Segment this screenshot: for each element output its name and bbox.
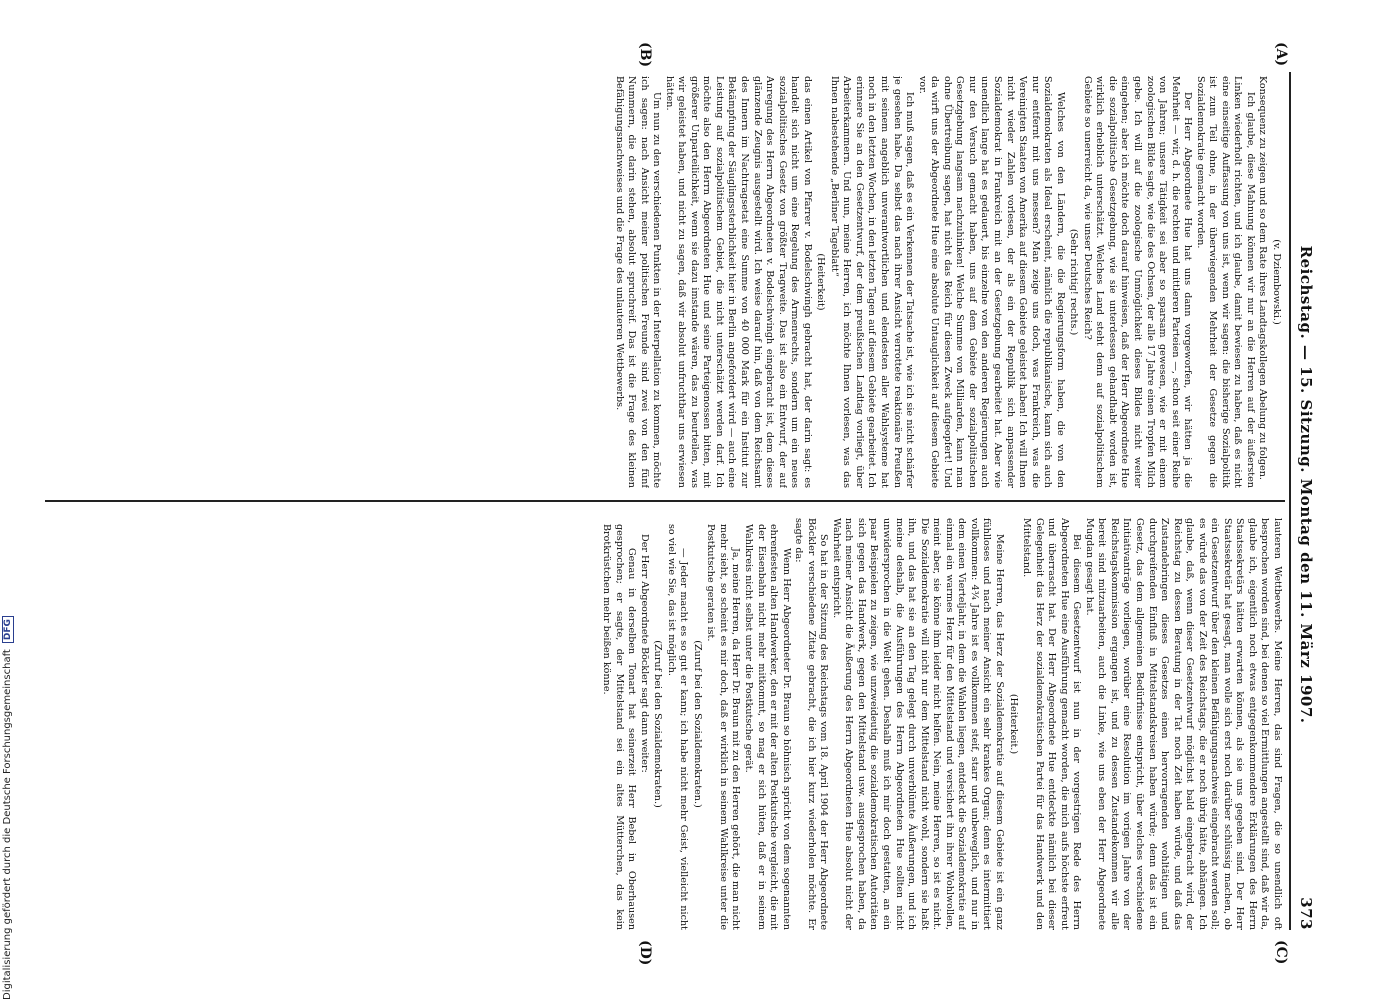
margin-marker-b: (B)	[637, 42, 653, 68]
text-paragraph: Meine Herren, das Herz der Sozialdemokratie auf diesem Gebiete ist ein ganz fühlloses und nach meiner Ansicht ein sehr krankes Organ; denn es intermittiert vollkommen: 4¾ Jahre ist es vollkommen steif, starr und unbeweglich, und nur in dem einen Vierteljahr, in dem die Wahlen liegen, entdeckt die Sozialdemokratie auf einmal ein warmes Herz für den Mittelstand und versichert ihn ihrer Wohlwollen, meint aber, sie könne ihm leider nicht helfen. Nein, meine Herren, so ist es nicht. Die Sozialdemokratie will nicht nur dem Mittelstand nicht wohl, sondern sie haßt ihn, und das hat sie an den Tag gelegt durch unverblümte Äußerungen, und ich meine deshalb, die Ausführungen des Herrn Abgeordneten Hue sollten nicht unwidersprochen in die Welt gehen. Deshalb muß ich mir doch gestatten, an ein paar Beispielen zu zeigen, wie unzweideutig die sozialdemokratischen Autoritäten sich gegen das Handwerk, gegen den Mittelstand usw. ausgesprochen haben, da nach meiner Ansicht die Äußerung des Herrn Abgeordneten Hue absolut nicht der Wahrheit entspricht.	[830, 518, 1005, 930]
dfg-logo: DFG	[2, 616, 14, 643]
interjection: (Zuruf bei den Sozialdemokraten.)	[691, 640, 703, 808]
margin-marker-d: (D)	[637, 940, 653, 966]
digitization-credit-text: Digitalisierung gefördert durch die Deutsche Forschungsgemeinschaft	[2, 649, 13, 1000]
quotation-paragraph: Genau in derselben Tonart hat seinerzeit Herr Bebel in Oberhausen gesprochen; er sagte, der Mittelstand sei ein altes Mütterchen, das kein Brotkrüstchen mehr beißen könne.	[601, 524, 638, 930]
interjection: (v. Dziembowski.)	[1271, 239, 1282, 325]
quotation-paragraph: Wenn Herr Abgeordneter Dr. Braun so höhnisch spricht von dem sogenannten ehrenfesten alten Handwerker, den er mit der alten Postkutsche vergleicht, die mit der Eisenbahn nicht mehr mitkommt, so mag er sich hüten, daß er in seinem Wahlkreis nicht selbst unter die Postkutsche gerät.	[743, 524, 792, 930]
text-paragraph: Ich muß sagen, daß es ein Verkennen der Tatsache ist, wie ich sie nicht schärfer je gesehen habe. Da selbst das nach ihrer Ansicht verrottete reaktionäre Preußen mit seinem angeblich unverantwortlichen und elendesten aller Wahlsysteme hat noch in den letzten Wochen, in den letzten Tagen auf diesem Gebiete gearbeitet. Ich erinnere Sie an den Gesetzentwurf, der dem preußischen Landtag vorliegt, über Arbeiterkammern. Und nun, meine Herren, ich möchte Ihnen vorlesen, was das Ihnen nahestehende „Berliner Tageblatt“	[828, 76, 916, 488]
scanned-page-viewport	[35, 36, 1325, 966]
text-paragraph: Um nun zu den verschiedenen Punkten in der Interpellation zu kommen, möchte ich sagen: nach Ansicht meiner politischen Freunde sind zwei von den fünf Nummern, die darin stehen, absolut spruchreif. Das ist die Frage des kleinen Befähigungsnachweises und die Frage des unlauteren Wettbewerbs.	[613, 76, 663, 488]
text-paragraph: lauteren Wettbewerbs. Meine Herren, das sind Fragen, die so unendlich oft besprochen worden sind, bei denen so viel Ermittlungen angestellt sind, daß wir da, glaube ich, eigentlich noch etwas entgegenkommendere Erklärungen des Herrn Staatssekretärs hätten erwarten können, als sie uns gegeben sind. Der Herr Staatssekretär hat gesagt, man wolle sich erst noch darüber schlüssig machen, ob ein Gesetzentwurf über den kleinen Befähigungsnachweis eingebracht werden soll; es würde das von der Zeit des Reichstags, die er noch übrig hätte, abhängen. Ich glaube, daß, wenn dieser Gesetzentwurf möglichst bald eingebracht wird, der Reichstag zu dessen Beratung in der Tat noch Zeit haben würde, und daß das Zustandebringen dieses Gesetzes einen hervorragenden wohltätigen und durchgreifenden Einfluß in Mittelstandskreisen haben würde; denn das ist ein Gesetz, das dem allgemeinen Bedürfnisse entspricht, über welches verschiedene Initiativanträge vorliegen, worüber eine Resolution im vorigen Jahre von der Reichstagskommission ergangen ist, und zu dessen Zustandekommen wir alle bereit sind mitzuarbeiten, auch die Linke, wie uns eben der Herr Abgeordnete Mugdan gesagt hat.	[1083, 518, 1283, 930]
quotation-paragraph: Ja, meine Herren, da Herr Dr. Braun mit zu den Herren gehört, die man nicht mehr sieht, so scheint es mir doch, daß er wirklich in seinem Wahlkreise unter die Postkutsche geraten ist.	[705, 524, 742, 930]
margin-marker-c: (C)	[1273, 940, 1289, 965]
interjection: (Heiterkeit)	[815, 253, 827, 311]
digitization-credit	[2, 0, 16, 1000]
margin-marker-a: (A)	[1273, 42, 1289, 67]
text-paragraph: Der Herr Abgeordnete Hue hat uns dann vorgeworfen, wir hätten ja die Mehrheit — wir, d. h. die rechten und mittleren Parteien —, schon seit einer Reihe von Jahren; unsere Tätigkeit sei aber so sparsam gewesen, wie er mit einem zoologischen Bilde sagte, wie die des Ochsen, der alle 17 Jahre einen Tropfen Milch gebe. Ich will auf die zoologische Unmöglichkeit dieses Bildes nicht weiter eingehen; aber ich möchte doch darauf hinweisen, daß der Herr Abgeordnete Hue die sozialpolitische Gesetzgebung, wie sie unterdessen gehandhabt worden ist, wirklich erheblich unterschätzt. Welches Land steht denn auf sozialpolitischem Gebiete so unerreicht da, wie unser Deutsches Reich?	[1081, 76, 1194, 488]
text-paragraph: das einen Artikel von Pfarrer v. Bodelschwingh gebracht hat, der darin sagt: es handelt sich nicht um eine Regelung des Armenrechts, sondern um ein neues sozialpolitisches Gesetz von größter Tragweite. Das ist also ein Entwurf, der auf Anregung des Herrn Abgeordneten v. Bodelschwingh eingebracht ist, dem dieses glänzende Zeugnis ausgestellt wird. Ich weise darauf hin, daß von dem Reichsamt des Innern im Nachtragsetat eine Summe von 40 000 Mark für ein Institut zur Bekämpfung der Säuglingssterblichkeit hier in Berlin angefordert wird — auch eine Leistung auf sozialpolitischem Gebiet, die nicht unterschätzt werden darf. Ich möchte also den Herrn Abgeordneten Hue und seine Parteigenossen bitten, mit größerer Unparteilichkeit, wenn sie dazu imstande wären, das zu beurteilen, was wir geleistet haben, und nicht zu sagen, daß wir absolut unfruchtbar uns erwiesen hätten.	[663, 76, 813, 488]
right-text-column	[47, 518, 1283, 930]
column-divider	[45, 500, 1285, 502]
interjection: (Sehr richtig! rechts.)	[1068, 228, 1080, 336]
text-paragraph: Ich glaube, diese Mahnung können wir nur an die Herren auf der äußersten Linken wiederholt richten, und ich glaube, damit bewiesen zu haben, daß es nicht eine einseitige Auffassung von uns ist, wenn wir sagen: die bisherige Sozialpolitik ist zum Teil ohne, in der überwiegenden Mehrheit der Gesetze gegen die Sozialdemokratie gemacht worden.	[1194, 76, 1256, 488]
header-title: Reichstag. — 15. Sitzung. Montag den 11. März 1907.	[1297, 245, 1315, 724]
reichstag-protocol-page	[35, 36, 1325, 966]
left-text-column	[47, 76, 1283, 488]
quotation-paragraph: — Jeder macht es so gut er kann; ich habe nicht mehr Geist, vielleicht nicht so viel wie Sie, das ist möglich.	[665, 524, 690, 930]
interjection: (Zuruf bei den Sozialdemokraten.)	[652, 640, 664, 808]
header-rule	[1289, 72, 1291, 930]
text-paragraph: Der Herr Abgeordnete Böckler sagt dann weiter:	[638, 534, 650, 773]
page-number: 373	[1297, 897, 1315, 930]
interjection: (Heiterkeit.)	[1007, 693, 1019, 755]
page-header	[1293, 72, 1319, 930]
text-paragraph: Konsequenz zu zeigen und so dem Rate ihres Landtagskollegen Abelung zu folgen.	[1257, 76, 1269, 480]
text-paragraph: Welches von den Ländern, die die Regierungsform haben, die von den Sozialdemokraten als Ideal erscheint, nämlich die republikanische, kann sich auch nur entfernt mit uns messen? Man zeige uns doch, was Frankreich, was die Vereinigten Staaten von Amerika auf diesem Gebiete geleistet haben! Ich will Ihnen nicht wieder Zahlen vorlesen, der als ein der Republik sich anpassender Sozialdemokrat in Frankreich mit an der Gesetzgebung gearbeitet hat. Aber wie unendlich lange hat es gedauert, bis einzelne von den anderen Regierungen auch nur den Versuch gemacht haben, uns auf dem Gebiete der sozialpolitischen Gesetzgebung langsam nachzuhinken! Welche Summe von Milliarden, kann man ohne Übertreibung sagen, hat nicht das Reich für diesen Zweck aufgeopfert! Und da wirft uns der Abgeordnete Hue eine absolute Untauglichkeit auf diesem Gebiete vor.	[916, 76, 1066, 488]
text-paragraph: So hat in der Sitzung des Reichstags vom 18. April 1904 der Herr Abgeordnete Böckler verschiedene Zitate gebracht, die ich hier kurz wiederholen möchte. Er sagte da:	[793, 518, 830, 930]
text-paragraph: Bei diesem Gesetzentwurf ist nun in der vorgestrigen Rede des Herrn Abgeordneten Hue eine Ausführung gemacht worden, die mich aufs höchste erfreut und überrascht hat. Der Herr Abgeordnete Hue entdeckte nämlich bei dieser Gelegenheit das Herz der sozialdemokratischen Partei für das Handwerk und den Mittelstand.	[1021, 518, 1083, 930]
